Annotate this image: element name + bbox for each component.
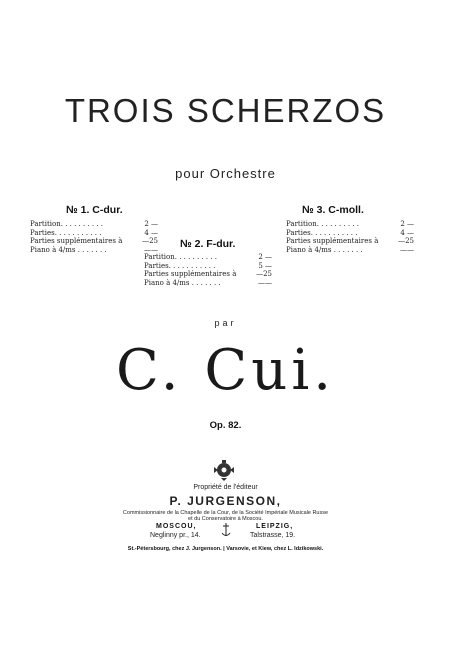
- publisher-branches: St.-Pétersbourg, chez J. Jurgenson. | Varsovie, et Kiew, chez L. Idzikowski.: [127, 546, 324, 552]
- publisher-property: Propriété de l'éditeur: [193, 484, 258, 491]
- price-label: Piano à 4/ms . . . . . . .: [144, 278, 221, 287]
- price-value: ——: [258, 278, 272, 287]
- scherzo-3-heading: № 3. C-moll.: [302, 204, 364, 216]
- work-subtitle: pour Orchestre: [175, 166, 276, 181]
- scherzo-1-heading: № 1. C-dur.: [66, 204, 123, 216]
- price-label: Parties supplémentaires à: [144, 270, 237, 279]
- opus-number: Op. 82.: [209, 420, 242, 431]
- par-word: par: [214, 318, 237, 328]
- price-label: Parties. . . . . . . . . . .: [286, 228, 358, 237]
- price-label: Parties. . . . . . . . . . .: [30, 228, 102, 237]
- price-row: [30, 229, 158, 238]
- price-value: 4 —: [144, 228, 158, 237]
- scherzo-2-price-list: [144, 253, 272, 287]
- composer-name: C. Cui.: [115, 338, 336, 403]
- price-label: Parties supplémentaires à: [30, 237, 123, 246]
- price-value: 5 —: [258, 261, 272, 270]
- publisher-commission: Commissionnaire de la Chapelle de la Cour, de la Société Impériale Musicale Russe: [122, 510, 329, 516]
- price-value: 2 —: [258, 253, 272, 261]
- scherzo-2-heading: № 2. F-dur.: [180, 238, 236, 250]
- price-value: ——: [400, 245, 414, 254]
- price-label: Piano à 4/ms . . . . . . .: [30, 245, 107, 254]
- address-leipzig: Talstrasse, 19.: [250, 532, 296, 539]
- price-row: [30, 220, 158, 229]
- price-label: Piano à 4/ms . . . . . . .: [286, 245, 363, 254]
- price-row: [144, 279, 272, 288]
- city-leipzig: LEIPZIG,: [256, 523, 294, 530]
- price-row: [144, 270, 272, 279]
- price-row: [144, 253, 272, 262]
- price-label: Parties supplémentaires à: [286, 237, 379, 246]
- address-moscow: Neglinny pr., 14.: [150, 532, 201, 539]
- scherzo-1-price-list: [30, 220, 158, 254]
- price-row: [30, 237, 158, 246]
- price-row: [286, 237, 414, 246]
- price-label: Partition. . . . . . . . . .: [30, 220, 104, 228]
- price-label: Parties. . . . . . . . . . .: [144, 261, 216, 270]
- work-title: TROIS SCHERZOS: [64, 92, 387, 129]
- publisher-name: P. JURGENSON,: [169, 494, 282, 508]
- publisher-conservatory: et du Conservatoire à Moscou.: [188, 516, 263, 522]
- price-value: —25: [398, 237, 414, 246]
- price-row: [286, 229, 414, 238]
- price-label: Partition. . . . . . . . . .: [144, 253, 218, 261]
- price-value: —25: [142, 237, 158, 246]
- price-value: 2 —: [144, 220, 158, 228]
- price-label: Partition. . . . . . . . . .: [286, 220, 360, 228]
- city-moscow: MOSCOU,: [156, 523, 197, 530]
- price-value: —25: [256, 270, 272, 279]
- price-value: ——: [144, 245, 158, 254]
- price-row: [286, 220, 414, 229]
- price-row: [286, 246, 414, 255]
- price-row: [30, 246, 158, 255]
- anchor-icon: [221, 522, 231, 538]
- price-row: [144, 262, 272, 271]
- scherzo-3-price-list: [286, 220, 414, 254]
- eagle-emblem-icon: [212, 458, 236, 482]
- price-value: 2 —: [400, 220, 414, 228]
- price-value: 4 —: [400, 228, 414, 237]
